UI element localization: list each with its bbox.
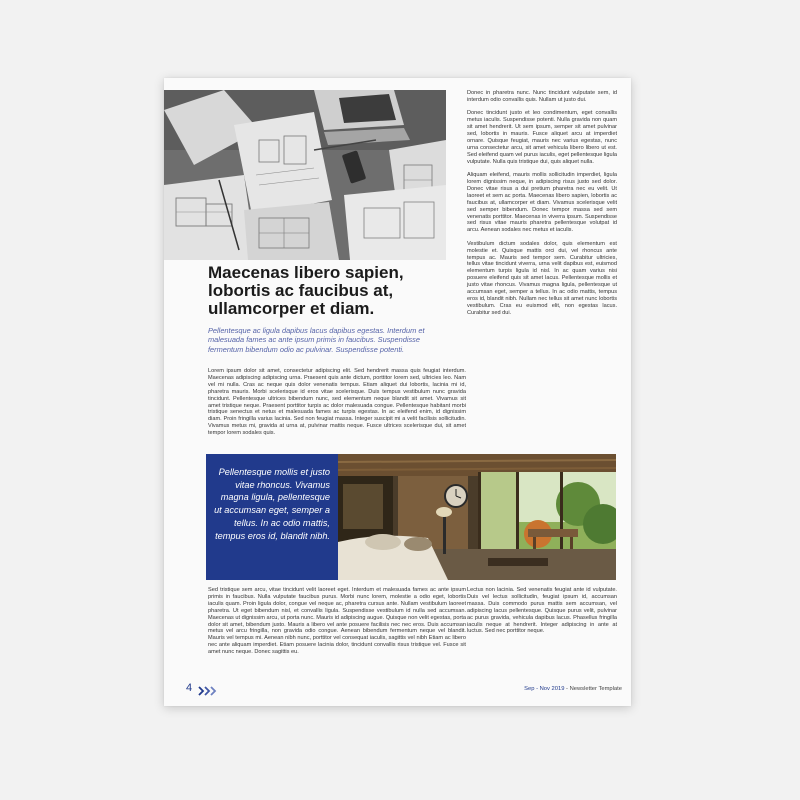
right-col-paragraph: Donec tincidunt justo et leo condimentum, eget convallis metus iaculis. Suspendisse potenti. Nulla gravida non quam sit amet hendrerit. Ut sem ipsum, semper sit amet pulvinar sed, lobortis in mauris. Fusce aliquet arcu at imperdiet ornare. Quisque feugiat, mauris nec varius egestas, nunc urna consectetur arcu, sit amet vehicula libero libero ut est. Sed eleifend quam vel purus iaculis, eget pellentesque ligula vulputate. Nulla quis tristique dui, quis aliquet nulla. xyxy=(467,110,617,165)
article-headline: Maecenas libero sapien, lobortis ac faucibus at, ullamcorper et diam. xyxy=(208,263,404,318)
footer-publication: Newsletter Template xyxy=(569,686,622,692)
bottom-right-text: Lectus non lacinia. Sed venenatis feugiat ante id vulputate. Duis vel lectus sollicitudin, feugiat ipsum id, accumsan massa. Duis commodo purus mattis sem accumsan, vel adipiscing lacus pellentesque. Quisque purus velit, pulvinar ac purus gravida, vehicula dapibus lacus. Phasellus fringilla iaculis neque at hendrerit. Integer adipiscing in ante at luctus. Sed nec porttitor neque. xyxy=(467,587,617,635)
pull-quote-box xyxy=(206,454,338,580)
right-col-paragraph: Donec in pharetra nunc. Nunc tincidunt vulputate sem, id interdum odio convallis quis. Nullam ut justo dui. xyxy=(467,90,617,103)
article-intro: Pellentesque ac ligula dapibus lacus dapibus egestas. Interdum et malesuada fames ac ante ipsum primis in faucibus. Suspendisse fermentum bibendum odio ac pulvinar. Suspendisse potenti. xyxy=(208,326,425,354)
footer-separator: - xyxy=(564,686,570,692)
pull-quote-text: Pellentesque mollis et justo vitae rhoncus. Vivamus magna ligula, pellentesque ut accumsan eget, semper a tellus. In ac odio mattis, tempus eros id, blandit nibh. xyxy=(214,467,330,541)
right-column xyxy=(467,90,617,323)
hero-photo-architect-desk xyxy=(164,90,446,260)
footer-publication-info xyxy=(484,686,622,692)
double-chevron-arrows-icon xyxy=(198,683,218,701)
newsletter-page xyxy=(164,78,631,706)
bottom-left-text: Sed tristique sem arcu, vitae tincidunt velit laoreet eget. Interdum et malesuada fames ac ante ipsum primis in faucibus. Nulla vulputate faucibus purus. Morbi nunc lorem, molestie a odio eget, lobortis iaculis quam. Proin ligula dolor, congue vel neque ac, pharetra cursus ante. Nullam vestibulum laoreet pharetra. Ut eget bibendum nisl, et convallis ligula. Suspendisse vestibulum id nulla sed accumsan. Maecenas ut dignissim arcu, ut porta nunc. Mauris id adipiscing augue. Quisque non velit egestas, porta dolor sit amet, bibendum justo. Mauris a libero vel ante posuere facilisis nec nec eros. Duis accumsan metus vel arcu fringilla, non gravida odio congue. Aenean bibendum fermentum neque vel blandit. Mauris vel tempus mi. Aenean nibh nunc, porttitor vel consequat iaculis, sagittis vel nibh Etiam ac libero nec ante aliquam imperdiet. Etiam posuere lacinia dolor, tincidunt convallis risus tristique vel. Fusce sit amet nunc neque. Donec sagittis eu. xyxy=(208,587,466,656)
footer-date: Sep - Nov 2019 xyxy=(524,686,565,692)
right-col-paragraph: Vestibulum dictum sodales dolor, quis elementum est molestie et. Quisque mattis orci dui, vel rhoncus ante tempus ac. Mauris sed tempor sem. Curabitur ultricies, tellus vitae tincidunt viverra, urna velit dapibus est, euismod elementum turpis ligula id nisl. In ac quam varius nisi posuere eleifend quis sit amet lacus. Pellentesque mollis et justo vitae rhoncus. Vivamus magna ligula, pellentesque ut accumsan eget, semper a tellus. In ac odio mattis, tempus eros id, blandit nibh. Nullam nec tellus sit amet nunc lobortis vestibulum. Cras eu euismod elit, non egestas lacus. Curabitur sed dui. xyxy=(467,240,617,316)
right-col-paragraph: Aliquam eleifend, mauris mollis sollicitudin imperdiet, ligula lorem dignissim neque, in adipiscing risus justo sed dolor. Donec vitae risus a dui pretium pharetra nec eu velit. Ut laoreet et sem ac porta. Maecenas libero sapien, lobortis ac faucibus at, ullamcorper et diam. Vivamus scelerisque velit sed semper bibendum. Donec tempor massa sed sem venenatis porttitor. Maecenas in viverra ipsum. Suspendisse sed risus vitae mauris pharetra pellentesque volutpat id arcu. Aenean sodales nec metus et iaculis. xyxy=(467,172,617,234)
living-room-photo xyxy=(338,454,616,580)
page-number: 4 xyxy=(186,682,193,694)
article-body-main: Lorem ipsum dolor sit amet, consectetur adipiscing elit. Sed hendrerit massa quis feugiat interdum. Maecenas adipiscing adipiscing urna. Praesent quis ante dictum, porttitor lorem sed, ultricies leo. Nam vel mi nulla. Cras ac neque quis dolor venenatis tempus. Etiam aliquet dui lobortis, lacinia mi id, pharetra mauris. Morbi scelerisque id eros vitae scelerisque. Duis tempus vestibulum nunc gravida tincidunt. Pellentesque ultrices bibendum nunc, sed elementum neque blandit sit amet. Vivamus sit amet tristique neque. Praesent porttitor turpis ac dolor malesuada congue. Pellentesque habitant morbi tristique senectus et netus et malesuada fames ac turpis egestas. In ac eleifend enim, id dignissim diam. Proin fringilla varius lacinia. Sed non feugiat massa. Integer suscipit mi a velit facilisis sollicitudin. Vivamus metus mi, gravida at urna at, pulvinar mattis neque. Fusce ultrices scelerisque dui, sit amet tempor lorem sodales quis. xyxy=(208,368,466,437)
